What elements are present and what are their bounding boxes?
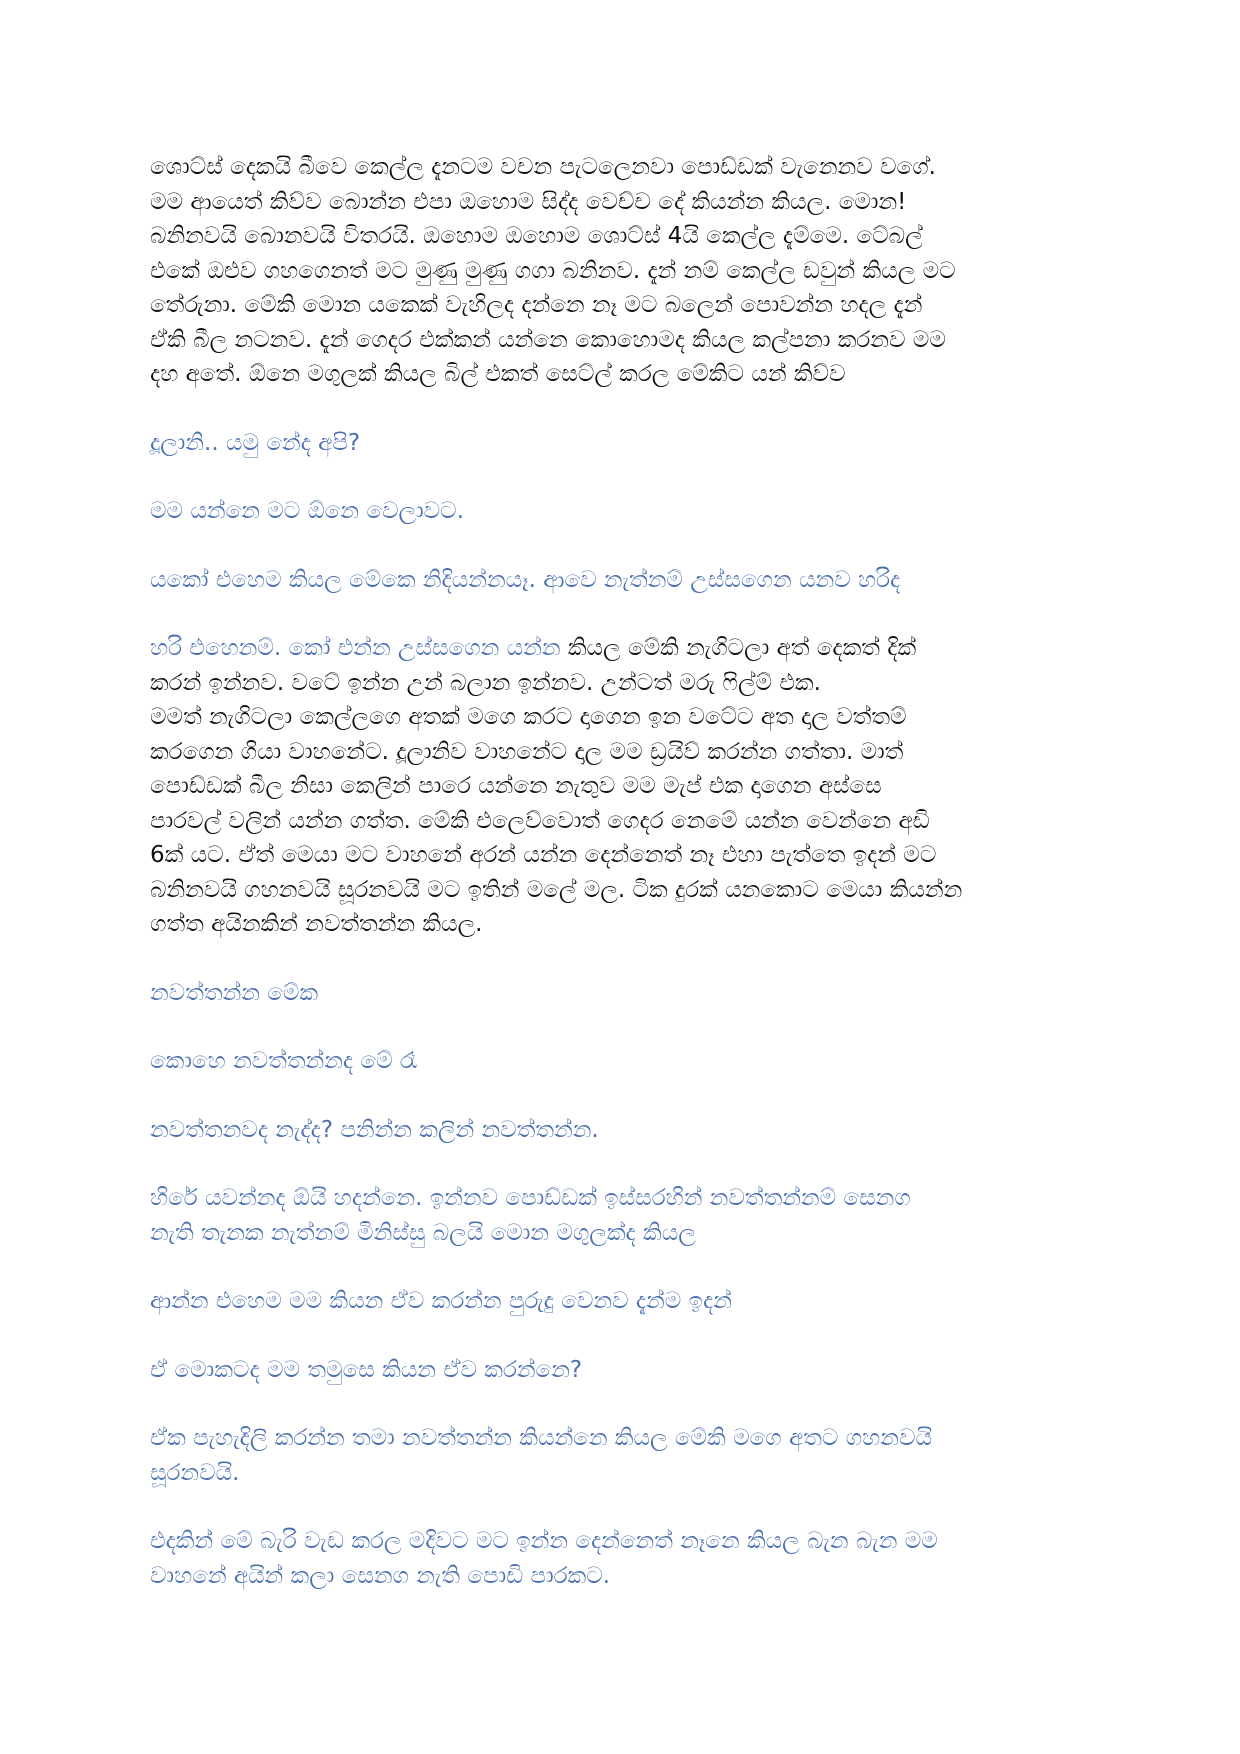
text-line <box>150 185 1095 220</box>
paragraph <box>150 1421 1095 1490</box>
narration-text: තේරුනා. මේකි මොන යකෙක් වැහිලද දන්නෙ නෑ මට බලෙන් පොවන්න හදල දැන් <box>150 292 923 318</box>
paragraph <box>150 1044 1095 1079</box>
paragraph <box>150 563 1095 598</box>
dialogue-text: වාහනේ අයින් කලා සෙනග නැති පොඩි පාරකට. <box>150 1562 611 1589</box>
narration-text: දහ අතේ. ඕනෙ මගුලක් කියල බිල් එකත් සෙට්ල් කරල මේකිට යන් කිව්ව <box>150 361 846 387</box>
dialogue-text: එදකින් මේ බැරි වැඩ කරල මදිවට මට ඉන්න දෙන්නෙත් නෑනෙ කියල බැන බැන මම <box>150 1528 938 1554</box>
dialogue-text: නවත්තනවද නැද්ද? පනින්න කලින් නවත්තන්න. <box>150 1116 599 1143</box>
narration-text: ශොට්ස් දෙකයි බීවෙ කෙල්ල දැනටම වචන පැටලෙනවා පොඩ්ඩක් වැනෙනව වගේ. <box>150 154 936 180</box>
text-line <box>150 150 1095 185</box>
dialogue-text: ඒ මොකටද මම තමුසෙ කියන ඒව කරන්නෙ? <box>150 1356 583 1383</box>
narration-text: කරගෙන ගියා වාහනේට. දූලානිව වාහනේට දාල මම ඩ්‍රයිව් කරන්න ගත්තා. මාත් <box>150 738 904 765</box>
dialogue-text: නැති තැනක නැත්නම් මිනිස්සු බලයි මොන මගුලක්ද කියල <box>150 1219 696 1246</box>
paragraph <box>150 631 1095 942</box>
paragraph <box>150 1113 1095 1148</box>
document-page <box>150 150 1095 1627</box>
dialogue-text: දූලානි.. යමු නේද අපි? <box>150 429 361 456</box>
text-line <box>150 1559 1095 1594</box>
text-line <box>150 1181 1095 1216</box>
narration-text: පොඩ්ඩක් බීල නිසා කෙලින් පාරෙ යන්නෙ නැතුව මම මැප් එක දාගෙන අස්සෙ <box>150 773 882 799</box>
paragraph <box>150 1284 1095 1319</box>
paragraph <box>150 1353 1095 1388</box>
text-line <box>150 563 1095 598</box>
narration-text: පාරවල් වලින් යන්න ගත්ත. මේකි එලෙව්වොත් ගෙදර නෙමේ යන්න වෙන්නෙ අඩි <box>150 807 930 834</box>
text-line <box>150 494 1095 529</box>
text-line <box>150 1524 1095 1559</box>
text-line <box>150 1353 1095 1388</box>
dialogue-text: ආන්න එහෙම මම කියන ඒව කරන්න පුරුදු වෙනව දැන්ම ඉදන් <box>150 1288 732 1314</box>
dialogue-text: සූරනවයි. <box>150 1459 240 1486</box>
text-line <box>150 288 1095 323</box>
dialogue-text: හරි එහෙනම්. කෝ එන්න උස්සගෙන යන්න <box>150 635 568 661</box>
text-line <box>150 873 1095 908</box>
narration-text: ගත්ත අයිනකින් නවත්තන්න කියල. <box>150 911 483 937</box>
text-line <box>150 1421 1095 1456</box>
narration-text: එකේ ඔළුව ගහගෙනත් මට මුණු මුණු ගගා බනිනව. දැන් නම් කෙල්ල ඩවුන් කියල මට <box>150 257 956 284</box>
paragraph <box>150 1181 1095 1250</box>
narration-text: කියල මේකි නැගිටලා අත් දෙකත් දික් <box>567 635 917 661</box>
text-line <box>150 1284 1095 1319</box>
narration-text: 6ක් යට. ඒත් මෙයා මට වාහනේ අරන් යන්න දෙන්නෙත් නෑ එහා පැත්තෙ ඉදන් මට <box>150 842 937 868</box>
text-line <box>150 666 1095 701</box>
narration-text: බනිනවයි බොනවයි විතරයි. ඔහොම ඔහොම ශොට්ස් 4යි කෙල්ල දැම්මෙ. ටේබල් <box>150 223 923 249</box>
paragraph <box>150 426 1095 461</box>
dialogue-text: හිරේ යවන්නද ඕයි හදන්නෙ. ඉන්නව පොඩ්ඩක් ඉස්සරහින් නවත්තන්නම් සෙනග <box>150 1185 911 1211</box>
narration-text: මමත් නැගිටලා කෙල්ලගෙ අතක් මගෙ කරට දාගෙන ඉන වටේට අත දාල වත්තම් <box>150 704 907 730</box>
narration-text: ඒකි බීල නටනව. දැන් ගෙදර එක්කන් යන්නෙ කොහොමද කියල කල්පනා කරනව මම <box>150 326 946 353</box>
dialogue-text: කොහෙ නවත්තන්නද මේ රෑ <box>150 1048 417 1074</box>
dialogue-text: මම යන්නෙ මට ඕනෙ වෙලාවට. <box>150 498 465 524</box>
text-line <box>150 1456 1095 1491</box>
paragraph <box>150 976 1095 1011</box>
narration-text: මම ආයෙත් කිව්ව බොන්න එපා ඔහොම සිද්ද වෙච්ච දේ කියන්න කියල. මොන! <box>150 188 907 215</box>
text-line <box>150 700 1095 735</box>
text-line <box>150 357 1095 392</box>
dialogue-text: යකෝ එහෙම කියල මේකෙ නිදියන්නයෑ. ආවෙ නැත්නම් උස්සගෙන යනව හරිද <box>150 566 901 593</box>
text-line <box>150 804 1095 839</box>
text-line <box>150 323 1095 358</box>
dialogue-text: ඒක පැහැදිලි කරන්න තමා නවත්තන්න කියන්නෙ කියල මේකි මගෙ අතට ගහනවයි <box>150 1425 933 1451</box>
text-line <box>150 976 1095 1011</box>
narration-text: බනිනවයි ගහනවයි සූරනවයි මට ඉතින් මලේ මල. ටික දුරක් යනකොට මෙයා කියන්න <box>150 876 963 903</box>
text-line <box>150 769 1095 804</box>
text-line <box>150 838 1095 873</box>
text-line <box>150 254 1095 289</box>
text-line <box>150 631 1095 666</box>
text-line <box>150 1113 1095 1148</box>
text-line <box>150 219 1095 254</box>
text-line <box>150 426 1095 461</box>
text-line <box>150 1216 1095 1251</box>
text-line <box>150 1044 1095 1079</box>
paragraph <box>150 1524 1095 1593</box>
text-line <box>150 907 1095 942</box>
narration-text: කරන් ඉන්නව. වටේ ඉන්න උන් බලාන ඉන්නව. උන්ටත් මරු ෆිල්ම් එක. <box>150 669 821 696</box>
dialogue-text: නවත්තන්න මේක <box>150 979 319 1006</box>
paragraph <box>150 150 1095 392</box>
paragraph <box>150 494 1095 529</box>
text-line <box>150 735 1095 770</box>
